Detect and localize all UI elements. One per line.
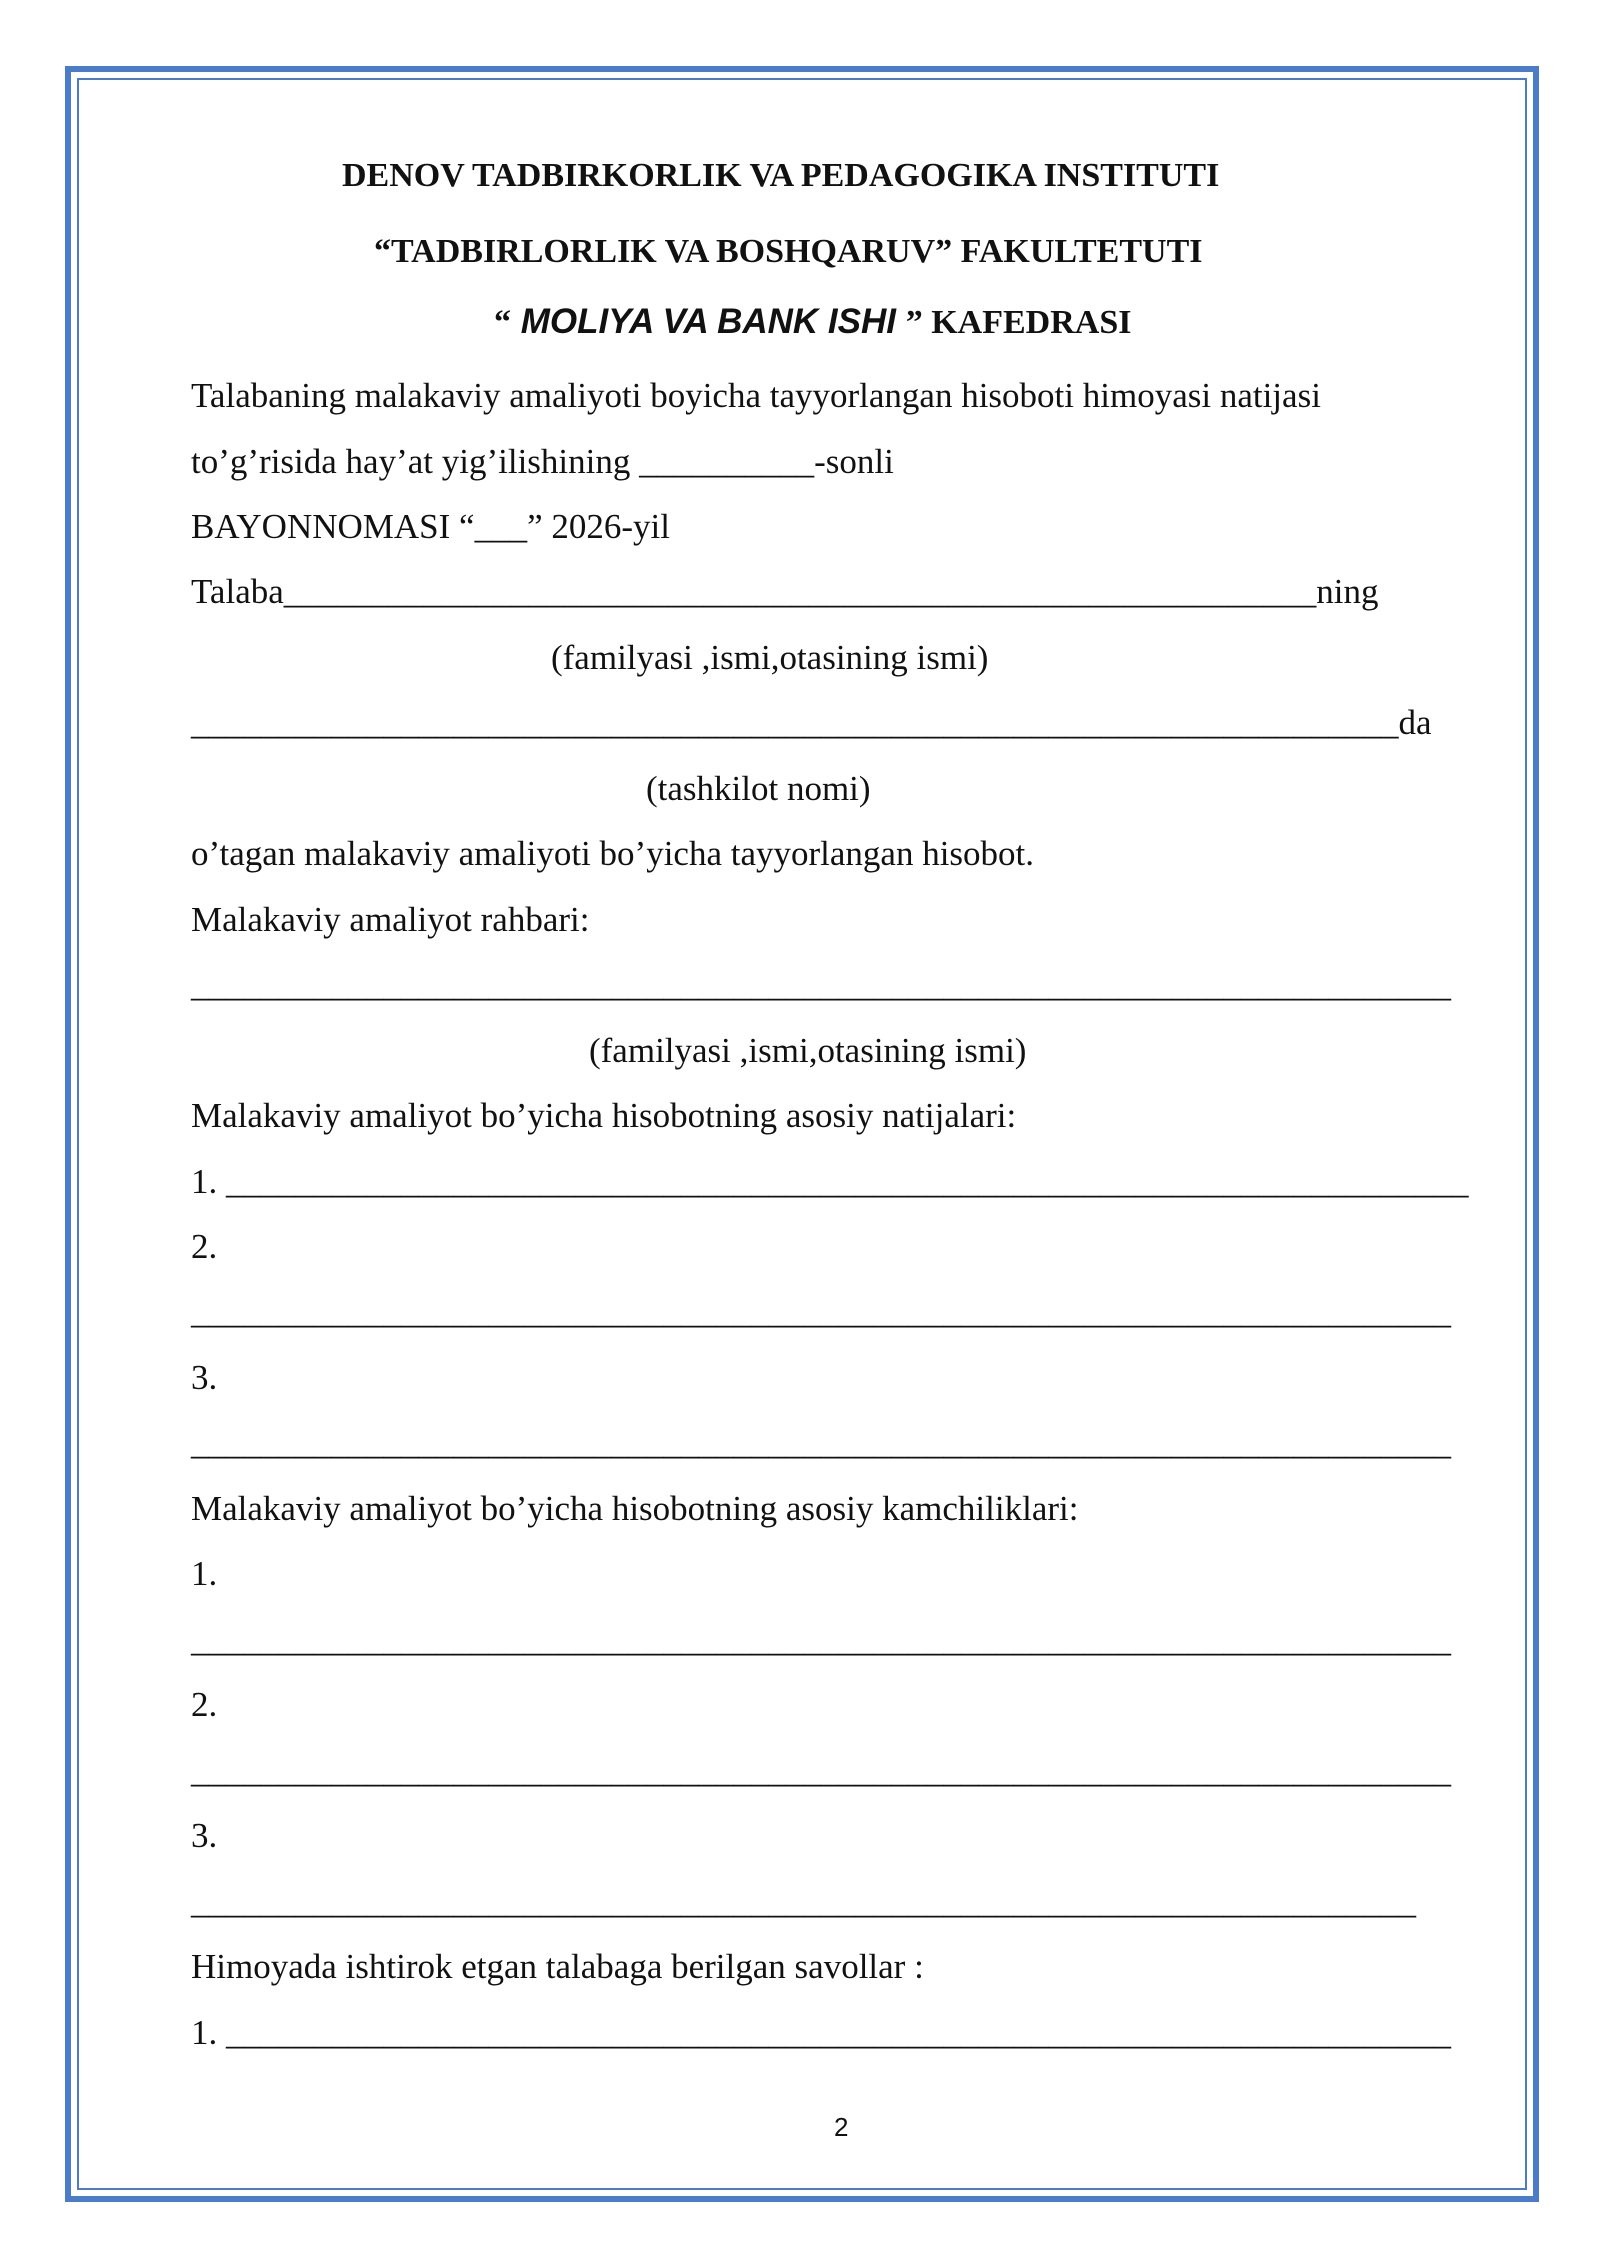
shortcomings-heading: Malakaviy amaliyot bo’yicha hisobotning asosiy kamchiliklari: [191, 1489, 1079, 1528]
intro-line-1: Talabaning malakaviy amaliyoti boyicha tayyorlangan hisoboti himoyasi natijasi [191, 376, 1321, 415]
results-item-2-blank: ________________________________________________________________________ [191, 1292, 1451, 1331]
results-heading: Malakaviy amaliyot bo’yicha hisobotning asosiy natijalari: [191, 1096, 1017, 1135]
supervisor-label: Malakaviy amaliyot rahbari: [191, 900, 590, 939]
intro-line-2: to’g’risida hay’at yig’ilishining __________-sonli [191, 442, 894, 481]
questions-heading: Himoyada ishtirok etgan talabaga berilgan savollar : [191, 1947, 924, 1986]
supervisor-caption: (familyasi ,ismi,otasining ismi) [589, 1031, 1027, 1070]
report-line: o’tagan malakaviy amaliyoti bo’yicha tayyorlangan hisobot. [191, 834, 1035, 873]
institute-title: DENOV TADBIRKORLIK VA PEDAGOGIKA INSTITUTI [342, 157, 1220, 194]
page-number: 2 [834, 2112, 849, 2142]
shortcomings-item-3-blank: ______________________________________________________________________ [191, 1882, 1416, 1921]
organization-line: _____________________________________________________________________da [191, 703, 1432, 742]
shortcomings-item-2: 2. [191, 1685, 218, 1724]
questions-item-1: 1. ______________________________________________________________________ [191, 2013, 1451, 2052]
shortcomings-item-1: 1. [191, 1554, 218, 1593]
department-suffix: ” KAFEDRASI [905, 304, 1132, 341]
department-name: MOLIYA VA BANK ISHI [511, 302, 906, 341]
results-item-1: 1. _______________________________________________________________________ [191, 1162, 1469, 1201]
results-item-2: 2. [191, 1227, 218, 1266]
shortcomings-item-3: 3. [191, 1816, 218, 1855]
supervisor-blank: ________________________________________________________________________ [191, 965, 1451, 1004]
student-line: Talaba___________________________________________________________ning [191, 572, 1379, 611]
department-quote-open: “ [494, 304, 511, 341]
shortcomings-item-1-blank: ________________________________________________________________________ [191, 1620, 1451, 1659]
faculty-title: “TADBIRLORLIK VA BOSHQARUV” FAKULTETUTI [374, 233, 1203, 270]
results-item-3: 3. [191, 1358, 218, 1397]
department-title [494, 300, 1131, 345]
shortcomings-item-2-blank: ________________________________________________________________________ [191, 1751, 1451, 1790]
student-caption: (familyasi ,ismi,otasining ismi) [551, 638, 989, 677]
organization-caption: (tashkilot nomi) [646, 769, 871, 808]
results-item-3-blank: ________________________________________________________________________ [191, 1423, 1451, 1462]
protocol-line: BAYONNOMASI “___” 2026-yil [191, 507, 670, 546]
